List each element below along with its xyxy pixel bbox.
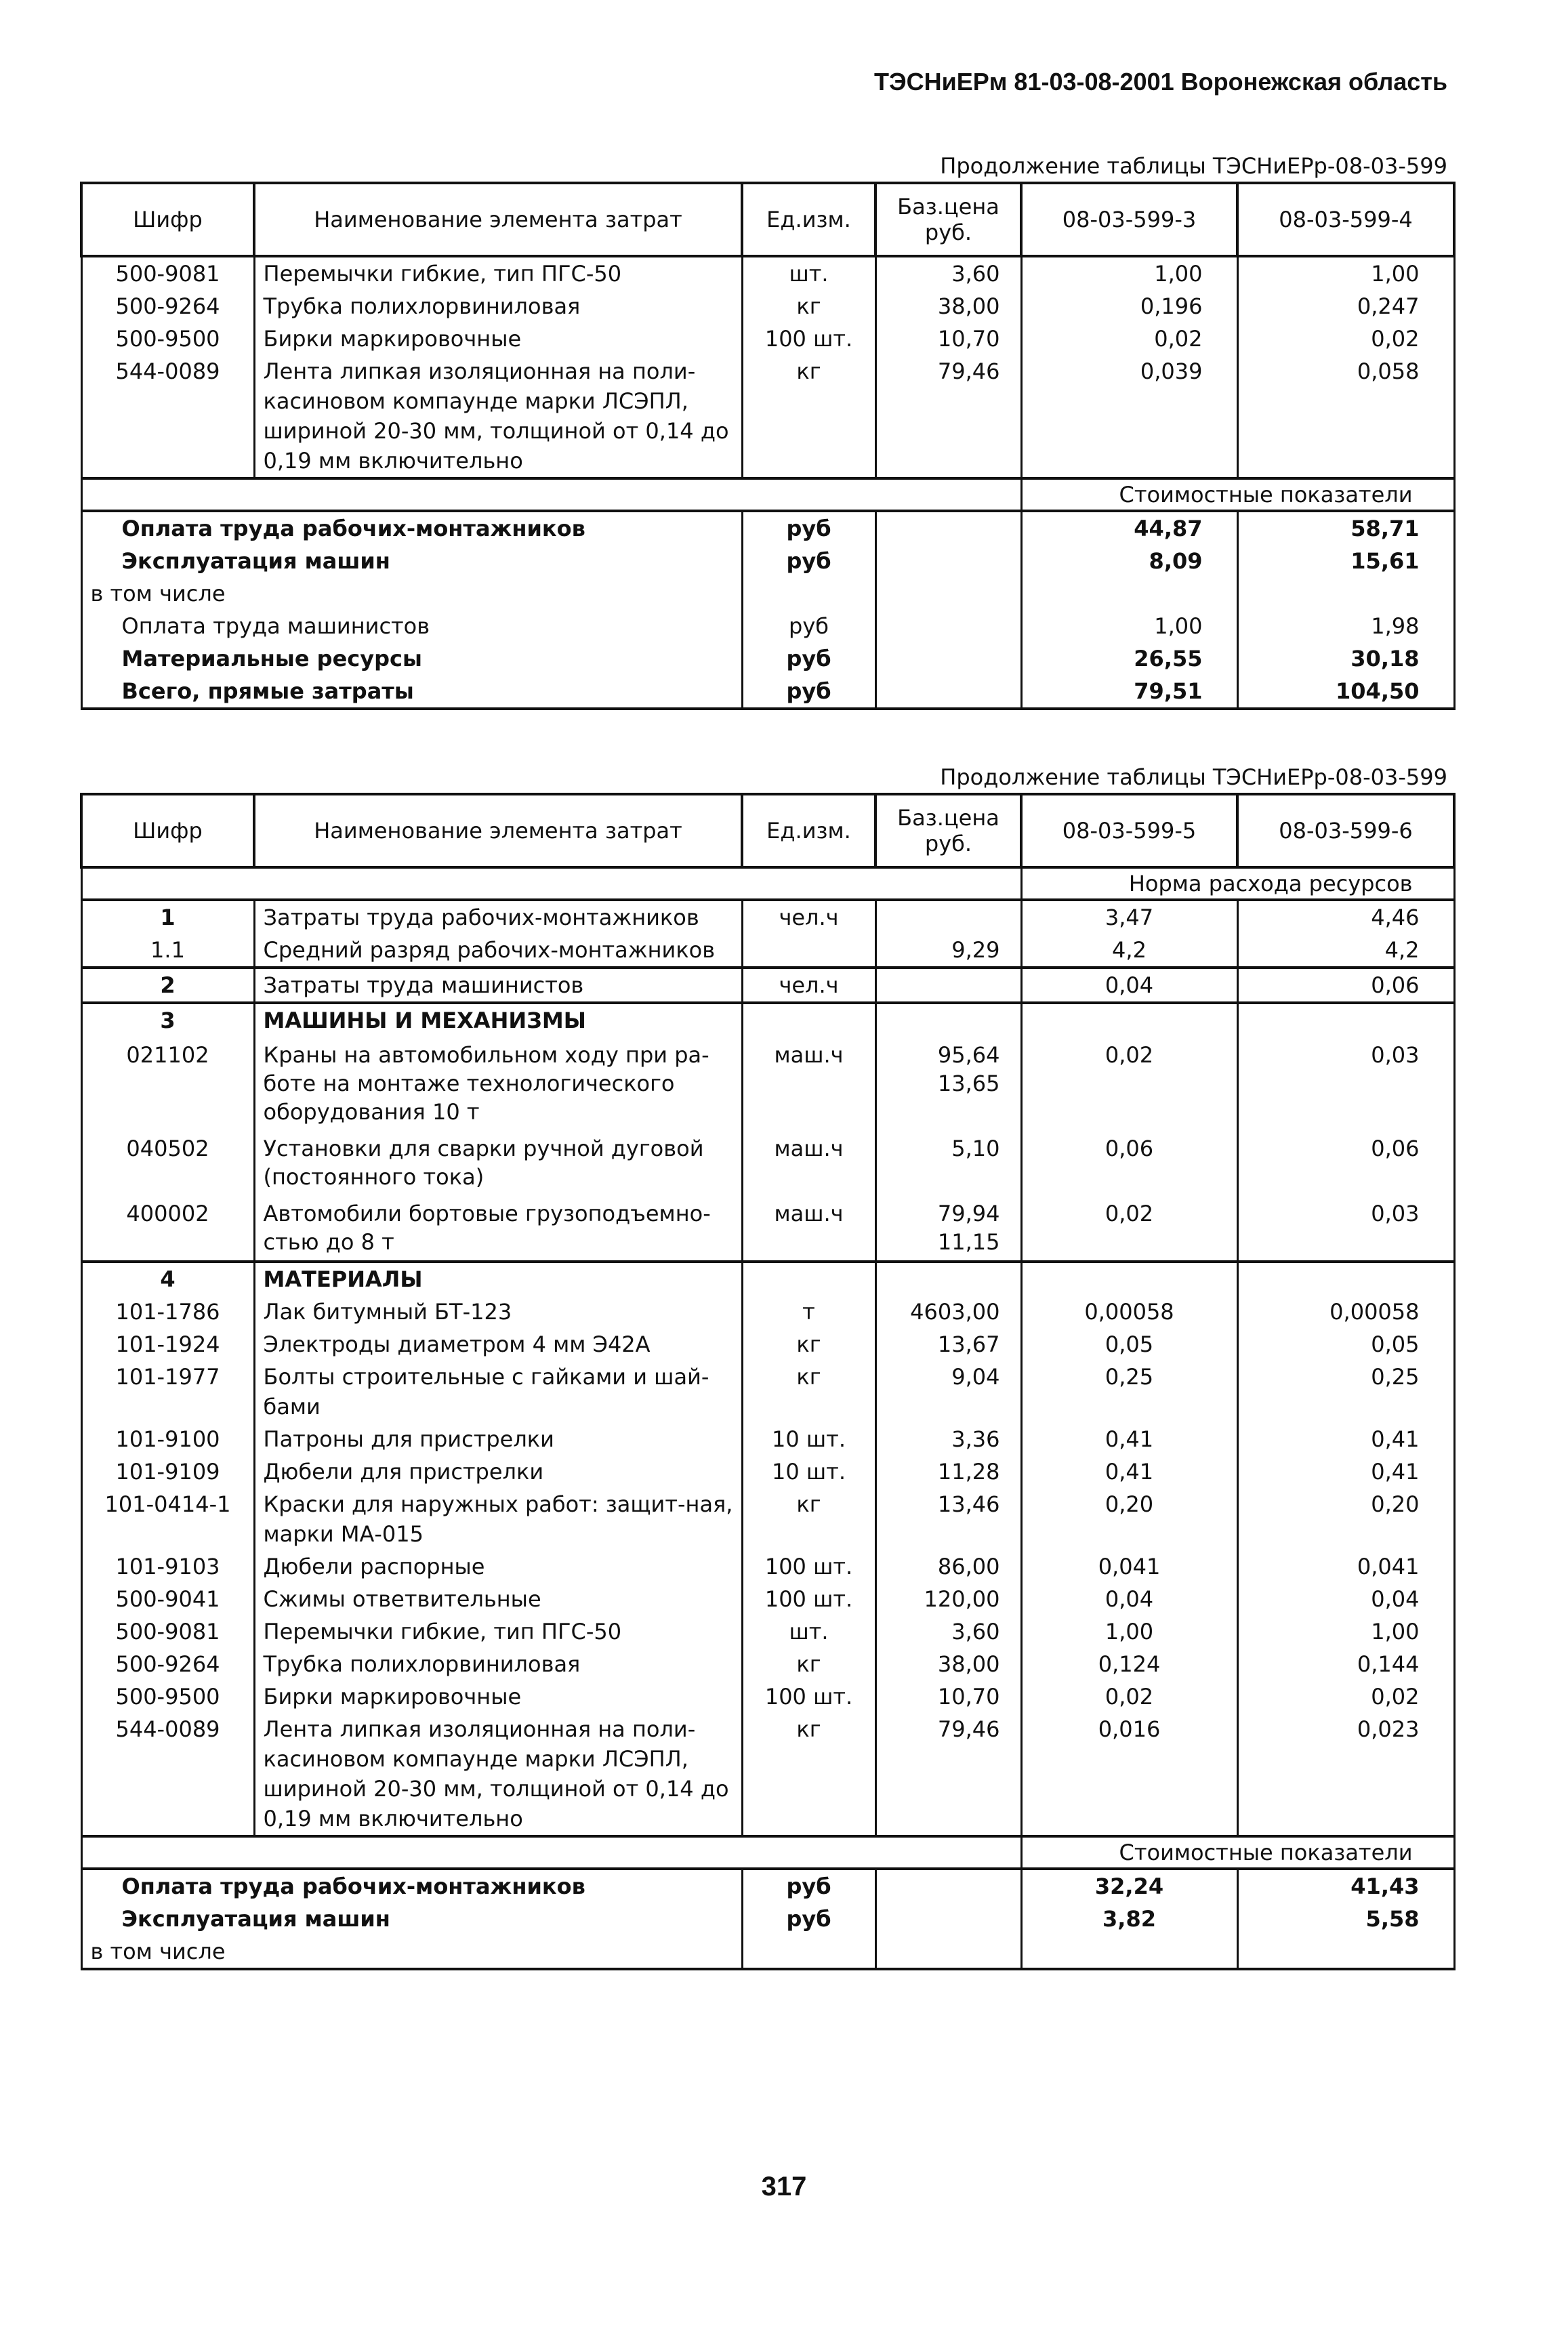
cell-unit bbox=[742, 934, 875, 968]
cell-unit: 100 шт. bbox=[742, 1583, 875, 1615]
cell-price: 10,70 bbox=[875, 1680, 1021, 1713]
cell-b: 4,2 bbox=[1237, 934, 1454, 968]
cell-price: 3,60 bbox=[875, 1615, 1021, 1648]
cell-code: 500-9081 bbox=[81, 256, 254, 290]
cost-a: 44,87 bbox=[1021, 511, 1237, 545]
cost-unit: руб bbox=[742, 1869, 875, 1903]
cell-a: 3,47 bbox=[1021, 900, 1237, 934]
cell-b: 0,041 bbox=[1237, 1550, 1454, 1583]
cell-b: 0,04 bbox=[1237, 1583, 1454, 1615]
cell-name: Бирки маркировочные bbox=[254, 1680, 742, 1713]
cell-b: 0,00058 bbox=[1237, 1296, 1454, 1328]
cell-b bbox=[1237, 1003, 1454, 1037]
cell-unit: шт. bbox=[742, 1615, 875, 1648]
cell-a bbox=[1021, 1003, 1237, 1037]
cell-unit: кг bbox=[742, 1713, 875, 1836]
cost-name: в том числе bbox=[81, 577, 742, 610]
cell-price: 79,46 bbox=[875, 355, 1021, 478]
cell-price bbox=[875, 900, 1021, 934]
cell-name: Лента липкая изоляционная на поли-касиновом компаунде марки ЛСЭПЛ, шириной 20-30 мм, толщиной от 0,14 до 0,19 мм включительно bbox=[254, 355, 742, 478]
cell-price: 120,00 bbox=[875, 1583, 1021, 1615]
cost-name: Эксплуатация машин bbox=[81, 1903, 742, 1935]
table-row bbox=[81, 1615, 1454, 1648]
cell-price: 13,46 bbox=[875, 1488, 1021, 1550]
cell-a: 0,04 bbox=[1021, 1583, 1237, 1615]
cost-empty bbox=[875, 675, 1021, 709]
col-header-unit: Ед.изм. bbox=[742, 794, 875, 867]
col-header-price: Баз.цена руб. bbox=[875, 794, 1021, 867]
cell-name: Патроны для пристрелки bbox=[254, 1423, 742, 1455]
cost-unit: руб bbox=[742, 610, 875, 642]
cell-name: Бирки маркировочные bbox=[254, 323, 742, 355]
cell-b: 0,058 bbox=[1237, 355, 1454, 478]
col-header-b: 08-03-599-6 bbox=[1237, 794, 1454, 867]
cost-b: 5,58 bbox=[1237, 1903, 1454, 1935]
cost-empty bbox=[875, 610, 1021, 642]
table-row bbox=[81, 1713, 1454, 1836]
cell-code: 021102 bbox=[81, 1037, 254, 1130]
cell-unit: 10 шт. bbox=[742, 1423, 875, 1455]
cell-unit bbox=[742, 1262, 875, 1296]
cost-unit: руб bbox=[742, 675, 875, 709]
cell-code: 500-9081 bbox=[81, 1615, 254, 1648]
cell-name: Болты строительные с гайками и шай-бами bbox=[254, 1361, 742, 1423]
cell-unit: 10 шт. bbox=[742, 1455, 875, 1488]
cell-b: 0,41 bbox=[1237, 1423, 1454, 1455]
cell-name: Автомобили бортовые грузоподъемно-стью до 8 т bbox=[254, 1195, 742, 1262]
section-row bbox=[81, 1003, 1454, 1037]
table-row bbox=[81, 1455, 1454, 1488]
cell-name: Средний разряд рабочих-монтажников bbox=[254, 934, 742, 968]
cell-code: 2 bbox=[81, 968, 254, 1003]
col-header-name: Наименование элемента затрат bbox=[254, 183, 742, 256]
cell-price: 79,46 bbox=[875, 1713, 1021, 1836]
cost-b: 41,43 bbox=[1237, 1869, 1454, 1903]
table-row bbox=[81, 1423, 1454, 1455]
cell-code: 101-1924 bbox=[81, 1328, 254, 1361]
cell-price bbox=[875, 1195, 1021, 1262]
cost-unit: руб bbox=[742, 1903, 875, 1935]
cell-price bbox=[875, 968, 1021, 1003]
cell-price: 4603,00 bbox=[875, 1296, 1021, 1328]
cell-unit: кг bbox=[742, 1361, 875, 1423]
cell-name: Лента липкая изоляционная на поли-касиновом компаунде марки ЛСЭПЛ, шириной 20-30 мм, толщиной от 0,14 до 0,19 мм включительно bbox=[254, 1713, 742, 1836]
cost-b: 58,71 bbox=[1237, 511, 1454, 545]
cost-row bbox=[81, 610, 1454, 642]
cell-a: 0,41 bbox=[1021, 1455, 1237, 1488]
cost-row bbox=[81, 511, 1454, 545]
table-row bbox=[81, 1583, 1454, 1615]
cell-code: 500-9500 bbox=[81, 1680, 254, 1713]
cell-code: 400002 bbox=[81, 1195, 254, 1262]
cost-row bbox=[81, 642, 1454, 675]
cost-empty bbox=[875, 1903, 1021, 1935]
cell-code: 101-1977 bbox=[81, 1361, 254, 1423]
cell-price: 13,67 bbox=[875, 1328, 1021, 1361]
cost-row bbox=[81, 1935, 1454, 1969]
cost-unit: руб bbox=[742, 545, 875, 577]
cell-unit: кг bbox=[742, 1648, 875, 1680]
cell-b: 0,20 bbox=[1237, 1488, 1454, 1550]
cell-a: 0,02 bbox=[1021, 1680, 1237, 1713]
cell-a: 0,02 bbox=[1021, 1195, 1237, 1262]
cell-a: 0,06 bbox=[1021, 1130, 1237, 1195]
table-row bbox=[81, 1195, 1454, 1262]
table-row bbox=[81, 1550, 1454, 1583]
cost-unit bbox=[742, 577, 875, 610]
cell-code: 1.1 bbox=[81, 934, 254, 968]
cell-unit: чел.ч bbox=[742, 968, 875, 1003]
cell-a: 0,02 bbox=[1021, 323, 1237, 355]
cost-row bbox=[81, 577, 1454, 610]
table-row bbox=[81, 1361, 1454, 1423]
norm-band-row bbox=[81, 867, 1454, 900]
cell-price: 10,70 bbox=[875, 323, 1021, 355]
cell-price: 5,10 bbox=[875, 1130, 1021, 1195]
cell-b: 0,06 bbox=[1237, 1130, 1454, 1195]
page-number: 317 bbox=[761, 2172, 807, 2201]
cell-name: Перемычки гибкие, тип ПГС-50 bbox=[254, 256, 742, 290]
table2-header-row bbox=[81, 794, 1454, 867]
cell-name: Затраты труда рабочих-монтажников bbox=[254, 900, 742, 934]
cell-code: 101-9109 bbox=[81, 1455, 254, 1488]
cost-empty bbox=[875, 511, 1021, 545]
table-row bbox=[81, 1296, 1454, 1328]
cell-unit: кг bbox=[742, 1328, 875, 1361]
cell-name: МАШИНЫ И МЕХАНИЗМЫ bbox=[254, 1003, 742, 1037]
col-header-a: 08-03-599-5 bbox=[1021, 794, 1237, 867]
cell-price: 11,28 bbox=[875, 1455, 1021, 1488]
cost-b: 104,50 bbox=[1237, 675, 1454, 709]
price-wage: 13,65 bbox=[937, 1071, 1000, 1096]
cell-code: 500-9264 bbox=[81, 1648, 254, 1680]
cell-code: 544-0089 bbox=[81, 1713, 254, 1836]
cell-a: 0,02 bbox=[1021, 1037, 1237, 1130]
cell-a: 0,20 bbox=[1021, 1488, 1237, 1550]
cell-unit: кг bbox=[742, 290, 875, 323]
cost-a: 1,00 bbox=[1021, 610, 1237, 642]
cost-a bbox=[1021, 577, 1237, 610]
cell-b: 0,03 bbox=[1237, 1037, 1454, 1130]
col-header-b: 08-03-599-4 bbox=[1237, 183, 1454, 256]
cost-name: Всего, прямые затраты bbox=[81, 675, 742, 709]
cell-name: Электроды диаметром 4 мм Э42А bbox=[254, 1328, 742, 1361]
cell-name: Перемычки гибкие, тип ПГС-50 bbox=[254, 1615, 742, 1648]
cell-name: Трубка полихлорвиниловая bbox=[254, 290, 742, 323]
cell-unit: кг bbox=[742, 355, 875, 478]
price-wage: 11,15 bbox=[937, 1229, 1000, 1255]
cell-a: 0,00058 bbox=[1021, 1296, 1237, 1328]
cell-name: Дюбели для пристрелки bbox=[254, 1455, 742, 1488]
cost-name: Эксплуатация машин bbox=[81, 545, 742, 577]
cell-code: 101-0414-1 bbox=[81, 1488, 254, 1550]
cell-name: Дюбели распорные bbox=[254, 1550, 742, 1583]
col-header-code: Шифр bbox=[81, 183, 254, 256]
cost-unit bbox=[742, 1935, 875, 1969]
cell-price: 86,00 bbox=[875, 1550, 1021, 1583]
cell-unit: маш.ч bbox=[742, 1130, 875, 1195]
cell-name: Затраты труда машинистов bbox=[254, 968, 742, 1003]
cell-unit: т bbox=[742, 1296, 875, 1328]
cost-a: 26,55 bbox=[1021, 642, 1237, 675]
cost-name: Оплата труда машинистов bbox=[81, 610, 742, 642]
table2-continuation-title: Продолжение таблицы ТЭСНиЕРр-08-03-599 bbox=[940, 764, 1447, 790]
cell-name: Лак битумный БТ-123 bbox=[254, 1296, 742, 1328]
table-row bbox=[81, 256, 1454, 290]
cost-b: 30,18 bbox=[1237, 642, 1454, 675]
price-value: 79,94 bbox=[937, 1201, 1000, 1226]
table-row bbox=[81, 1037, 1454, 1130]
cell-b: 0,03 bbox=[1237, 1195, 1454, 1262]
cell-code: 4 bbox=[81, 1262, 254, 1296]
table-row bbox=[81, 355, 1454, 478]
cell-price: 9,04 bbox=[875, 1361, 1021, 1423]
cell-b: 0,05 bbox=[1237, 1328, 1454, 1361]
cost-band-label: Стоимостные показатели bbox=[1021, 1836, 1454, 1869]
cost-row bbox=[81, 675, 1454, 709]
cell-a: 0,196 bbox=[1021, 290, 1237, 323]
cost-unit: руб bbox=[742, 511, 875, 545]
price-value: 95,64 bbox=[937, 1042, 1000, 1068]
cost-empty bbox=[875, 1935, 1021, 1969]
cell-b: 0,06 bbox=[1237, 968, 1454, 1003]
cell-code: 544-0089 bbox=[81, 355, 254, 478]
cost-name: Оплата труда рабочих-монтажников bbox=[81, 511, 742, 545]
cost-unit: руб bbox=[742, 642, 875, 675]
cost-b: 15,61 bbox=[1237, 545, 1454, 577]
cell-a: 0,041 bbox=[1021, 1550, 1237, 1583]
cost-name: в том числе bbox=[81, 1935, 742, 1969]
document-header: ТЭСНиЕРм 81-03-08-2001 Воронежская область bbox=[874, 68, 1447, 96]
cell-b bbox=[1237, 1262, 1454, 1296]
cell-code: 040502 bbox=[81, 1130, 254, 1195]
cost-row bbox=[81, 1903, 1454, 1935]
cost-band-label: Стоимостные показатели bbox=[1021, 478, 1454, 511]
cell-name: Установки для сварки ручной дуговой (постоянного тока) bbox=[254, 1130, 742, 1195]
table-row bbox=[81, 1648, 1454, 1680]
cell-code: 101-9100 bbox=[81, 1423, 254, 1455]
cell-code: 101-1786 bbox=[81, 1296, 254, 1328]
cost-a: 32,24 bbox=[1021, 1869, 1237, 1903]
cell-b: 0,41 bbox=[1237, 1455, 1454, 1488]
cell-code: 3 bbox=[81, 1003, 254, 1037]
cell-a: 1,00 bbox=[1021, 1615, 1237, 1648]
cost-a: 8,09 bbox=[1021, 545, 1237, 577]
col-header-code: Шифр bbox=[81, 794, 254, 867]
cost-a: 79,51 bbox=[1021, 675, 1237, 709]
table1-continuation-title: Продолжение таблицы ТЭСНиЕРр-08-03-599 bbox=[940, 153, 1447, 179]
cell-unit: кг bbox=[742, 1488, 875, 1550]
cell-b: 4,46 bbox=[1237, 900, 1454, 934]
cell-unit: 100 шт. bbox=[742, 1550, 875, 1583]
cost-band-row bbox=[81, 1836, 1454, 1869]
cell-price bbox=[875, 1262, 1021, 1296]
table-row bbox=[81, 1328, 1454, 1361]
table2 bbox=[80, 793, 1456, 1970]
table-row bbox=[81, 290, 1454, 323]
cost-a bbox=[1021, 1935, 1237, 1969]
col-header-price: Баз.цена руб. bbox=[875, 183, 1021, 256]
table-row bbox=[81, 934, 1454, 968]
band-spacer bbox=[81, 1836, 1021, 1869]
cell-b: 0,02 bbox=[1237, 323, 1454, 355]
cell-b: 0,023 bbox=[1237, 1713, 1454, 1836]
cell-b: 0,144 bbox=[1237, 1648, 1454, 1680]
cell-a: 0,41 bbox=[1021, 1423, 1237, 1455]
cost-empty bbox=[875, 642, 1021, 675]
cell-code: 500-9041 bbox=[81, 1583, 254, 1615]
cell-name: МАТЕРИАЛЫ bbox=[254, 1262, 742, 1296]
cell-code: 101-9103 bbox=[81, 1550, 254, 1583]
cell-code: 500-9500 bbox=[81, 323, 254, 355]
cost-name: Материальные ресурсы bbox=[81, 642, 742, 675]
table-row bbox=[81, 1130, 1454, 1195]
cost-empty bbox=[875, 545, 1021, 577]
cell-b: 0,25 bbox=[1237, 1361, 1454, 1423]
cell-name: Сжимы ответвительные bbox=[254, 1583, 742, 1615]
col-header-unit: Ед.изм. bbox=[742, 183, 875, 256]
cell-code: 500-9264 bbox=[81, 290, 254, 323]
cell-unit: чел.ч bbox=[742, 900, 875, 934]
cell-price: 3,60 bbox=[875, 256, 1021, 290]
cell-b: 1,00 bbox=[1237, 256, 1454, 290]
cell-price: 9,29 bbox=[875, 934, 1021, 968]
table1-header-row bbox=[81, 183, 1454, 256]
cell-a: 0,124 bbox=[1021, 1648, 1237, 1680]
band-spacer bbox=[81, 478, 1021, 511]
cost-b bbox=[1237, 577, 1454, 610]
cell-name: Краски для наружных работ: защит-ная, марки МА-015 bbox=[254, 1488, 742, 1550]
cost-band-row bbox=[81, 478, 1454, 511]
table-row bbox=[81, 968, 1454, 1003]
table-row bbox=[81, 1488, 1454, 1550]
cost-b bbox=[1237, 1935, 1454, 1969]
cell-a: 4,2 bbox=[1021, 934, 1237, 968]
cell-unit: шт. bbox=[742, 256, 875, 290]
section-row bbox=[81, 1262, 1454, 1296]
table-row bbox=[81, 1680, 1454, 1713]
cell-unit: 100 шт. bbox=[742, 1680, 875, 1713]
cell-price: 38,00 bbox=[875, 290, 1021, 323]
cost-empty bbox=[875, 1869, 1021, 1903]
cell-price bbox=[875, 1037, 1021, 1130]
cell-name: Трубка полихлорвиниловая bbox=[254, 1648, 742, 1680]
cost-a: 3,82 bbox=[1021, 1903, 1237, 1935]
cell-name: Краны на автомобильном ходу при ра-боте на монтаже технологического оборудования 10 т bbox=[254, 1037, 742, 1130]
cell-b: 0,02 bbox=[1237, 1680, 1454, 1713]
cell-unit bbox=[742, 1003, 875, 1037]
cell-price: 3,36 bbox=[875, 1423, 1021, 1455]
table-row bbox=[81, 323, 1454, 355]
col-header-a: 08-03-599-3 bbox=[1021, 183, 1237, 256]
cell-price: 38,00 bbox=[875, 1648, 1021, 1680]
cell-unit: 100 шт. bbox=[742, 323, 875, 355]
cell-b: 0,247 bbox=[1237, 290, 1454, 323]
cell-price bbox=[875, 1003, 1021, 1037]
cost-b: 1,98 bbox=[1237, 610, 1454, 642]
band-spacer bbox=[81, 867, 1021, 900]
cell-unit: маш.ч bbox=[742, 1195, 875, 1262]
table-row bbox=[81, 900, 1454, 934]
cost-row bbox=[81, 545, 1454, 577]
cell-b: 1,00 bbox=[1237, 1615, 1454, 1648]
cell-a bbox=[1021, 1262, 1237, 1296]
col-header-name: Наименование элемента затрат bbox=[254, 794, 742, 867]
cost-name: Оплата труда рабочих-монтажников bbox=[81, 1869, 742, 1903]
cell-a: 0,25 bbox=[1021, 1361, 1237, 1423]
cell-a: 0,016 bbox=[1021, 1713, 1237, 1836]
cost-empty bbox=[875, 577, 1021, 610]
cell-a: 0,039 bbox=[1021, 355, 1237, 478]
cell-code: 1 bbox=[81, 900, 254, 934]
cost-row bbox=[81, 1869, 1454, 1903]
cell-unit: маш.ч bbox=[742, 1037, 875, 1130]
table1 bbox=[80, 182, 1456, 710]
norm-band-label: Норма расхода ресурсов bbox=[1021, 867, 1454, 900]
cell-a: 0,05 bbox=[1021, 1328, 1237, 1361]
cell-a: 0,04 bbox=[1021, 968, 1237, 1003]
cell-a: 1,00 bbox=[1021, 256, 1237, 290]
